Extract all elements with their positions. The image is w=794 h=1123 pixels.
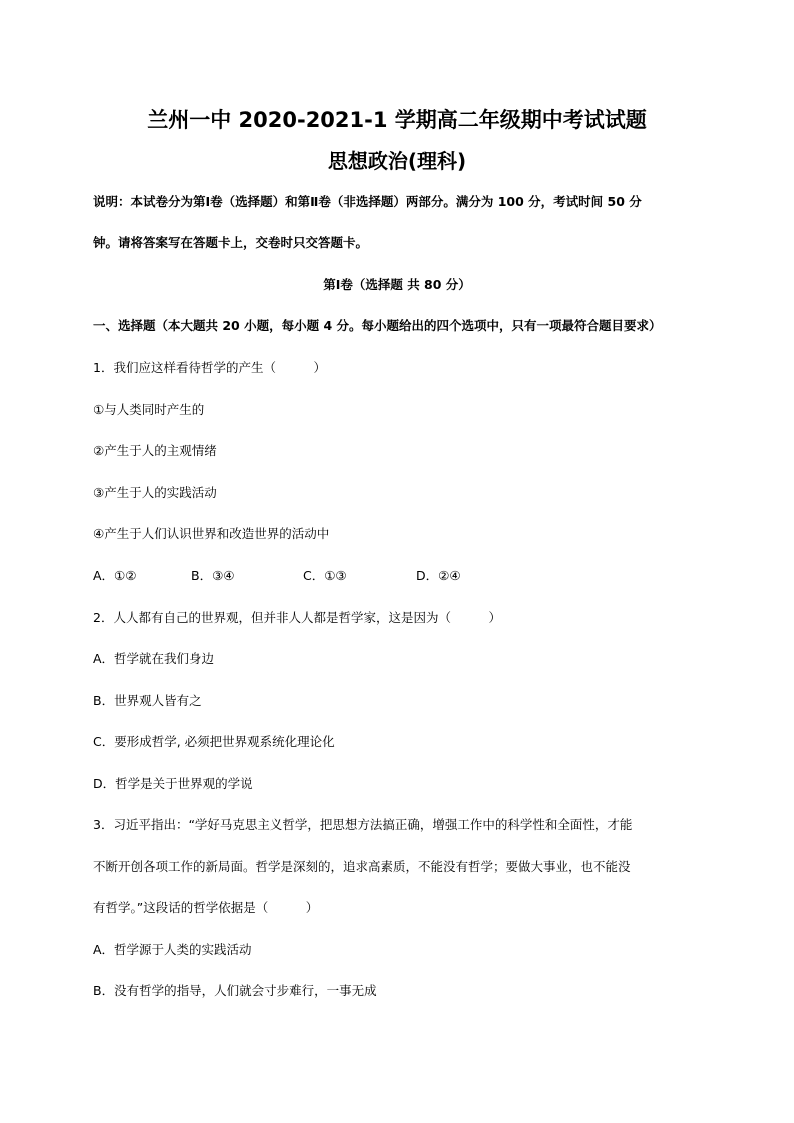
instructions-line-1: 说明：本试卷分为第Ⅰ卷（选择题）和第Ⅱ卷（非选择题）两部分。满分为 100 分，考试时间 50 分 — [93, 194, 642, 209]
question-1-option-b: B．③④ — [191, 568, 235, 583]
question-2-option-d: D．哲学是关于世界观的学说 — [93, 776, 253, 791]
exam-title: 兰州一中 2020-2021-1 学期高二年级期中考试试题 — [147, 108, 647, 132]
question-3-option-b: B．没有哲学的指导，人们就会寸步难行，一事无成 — [93, 983, 377, 998]
question-1-item: ④产生于人们认识世界和改造世界的活动中 — [93, 526, 330, 541]
question-1-option-c: C．①③ — [303, 568, 347, 583]
question-1-item: ①与人类同时产生的 — [93, 402, 205, 417]
question-3-stem-line-2: 不断开创各项工作的新局面。哲学是深刻的，追求高素质，不能没有哲学；要做大事业，也不能没 — [93, 859, 631, 874]
question-1-item: ②产生于人的主观情绪 — [93, 443, 217, 458]
question-3-option-a: A．哲学源于人类的实践活动 — [93, 942, 252, 957]
exam-subtitle: 思想政治(理科) — [327, 149, 467, 173]
question-3-stem-line-3: 有哲学。”这段话的哲学依据是（ ） — [93, 900, 319, 915]
question-1-stem: 1．我们应这样看待哲学的产生（ ） — [93, 360, 326, 375]
question-3-stem-line-1: 3．习近平指出：“学好马克思主义哲学，把思想方法搞正确，增强工作中的科学性和全面性，才能 — [93, 817, 633, 832]
question-1-option-d: D．②④ — [416, 568, 461, 583]
question-2-option-a: A．哲学就在我们身边 — [93, 651, 215, 666]
section-title: 第Ⅰ卷（选择题 共 80 分） — [323, 277, 471, 292]
question-1-item: ③产生于人的实践活动 — [93, 485, 217, 500]
instructions-line-2: 钟。请将答案写在答题卡上，交卷时只交答题卡。 — [93, 235, 369, 250]
question-2-stem: 2．人人都有自己的世界观，但并非人人都是哲学家，这是因为（ ） — [93, 610, 501, 625]
question-2-option-c: C．要形成哲学, 必须把世界观系统化理论化 — [93, 734, 335, 749]
part-heading: 一、选择题（本大题共 20 小题，每小题 4 分。每小题给出的四个选项中，只有一项最符合题目要求） — [93, 318, 662, 333]
question-2-option-b: B．世界观人皆有之 — [93, 693, 202, 708]
question-1-option-a: A．①② — [93, 568, 137, 583]
